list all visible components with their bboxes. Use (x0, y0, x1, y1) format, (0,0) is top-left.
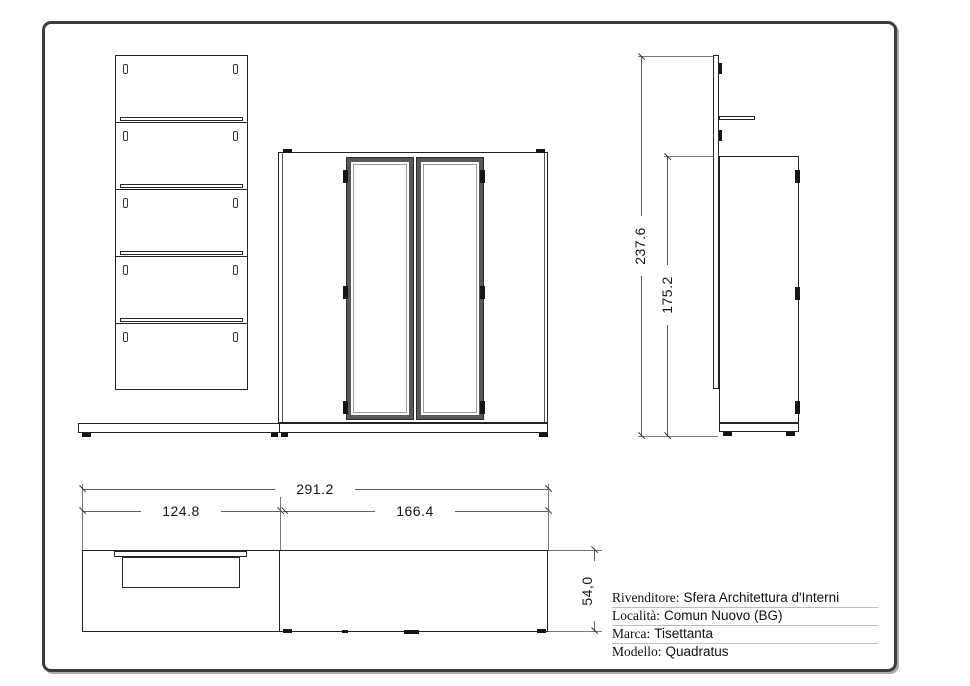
info-label: Modello: (612, 644, 662, 659)
foot (281, 433, 288, 437)
shelf-lip (120, 184, 243, 188)
foot (342, 630, 348, 633)
info-label: Marca: (612, 626, 651, 641)
side-shelf (719, 116, 755, 120)
shelf-lip (120, 117, 243, 121)
info-row-marca (612, 626, 878, 644)
shelf-divider (116, 189, 247, 190)
info-row-modello (612, 644, 878, 661)
mount-slot (123, 332, 128, 342)
dim-label-total-height: 237.6 (632, 216, 648, 276)
side-plinth (719, 423, 799, 432)
extension-line (664, 156, 718, 157)
mount-slot (233, 332, 238, 342)
wardrobe-outline (278, 152, 548, 423)
base-plinth (78, 423, 548, 433)
foot (786, 432, 795, 436)
mount-slot (233, 131, 238, 141)
hinge (480, 286, 485, 299)
mount-slot (233, 198, 238, 208)
hinge (343, 286, 348, 299)
shelf-lip (120, 251, 243, 255)
hinge (795, 401, 800, 414)
info-value: Sfera Architettura d'Interni (683, 590, 840, 605)
wall-bracket (283, 149, 292, 153)
hinge (480, 401, 485, 414)
dim-label-right-width: 166.4 (375, 503, 455, 519)
info-block (612, 590, 878, 661)
extension-line (638, 56, 715, 57)
shelf-divider (116, 323, 247, 324)
foot (404, 630, 419, 634)
side-wardrobe-outline (719, 156, 799, 423)
wardrobe-inner-edge (544, 153, 545, 422)
panel-bracket (719, 63, 722, 74)
info-row-rivenditore (612, 590, 878, 608)
foot (271, 433, 278, 437)
mount-slot (123, 131, 128, 141)
panel-bracket (719, 130, 722, 141)
door-glass-panel (353, 164, 407, 413)
wardrobe-door-right (417, 158, 483, 419)
mount-slot (123, 198, 128, 208)
hinge (343, 170, 348, 183)
extension-line (548, 484, 549, 550)
extension-line (82, 484, 83, 550)
hinge (343, 401, 348, 414)
extension-line (638, 436, 718, 437)
mount-slot (233, 265, 238, 275)
shelf-lip (120, 318, 243, 322)
dim-label-total-width: 291.2 (275, 481, 355, 497)
info-value: Comun Nuovo (BG) (663, 608, 783, 623)
shelf-divider (116, 256, 247, 257)
info-value: Tisettanta (654, 626, 714, 641)
info-label: Rivenditore: (612, 590, 680, 605)
plan-divider (279, 550, 280, 632)
foot (539, 433, 548, 437)
dim-label-wardrobe-height: 175.2 (659, 265, 675, 325)
foot (537, 629, 546, 633)
mount-slot (233, 64, 238, 74)
foot (723, 432, 732, 436)
shelf-unit-outline (115, 55, 248, 390)
info-row-localita (612, 608, 878, 626)
hinge (795, 287, 800, 300)
door-glass-panel (423, 164, 477, 413)
shelf-divider (116, 122, 247, 123)
plan-shelf (122, 557, 240, 588)
mount-slot (123, 64, 128, 74)
info-value: Quadratus (665, 644, 729, 659)
mount-slot (123, 265, 128, 275)
wardrobe-door-left (347, 158, 413, 419)
dim-label-depth: 54,0 (579, 561, 595, 621)
dim-label-left-width: 124.8 (141, 503, 221, 519)
foot (283, 629, 292, 633)
info-label: Località: (612, 608, 660, 623)
plinth-joint (279, 423, 280, 433)
wall-bracket (536, 149, 545, 153)
hinge (480, 170, 485, 183)
hinge (795, 170, 800, 183)
wardrobe-inner-edge (282, 153, 283, 422)
foot (82, 433, 91, 437)
